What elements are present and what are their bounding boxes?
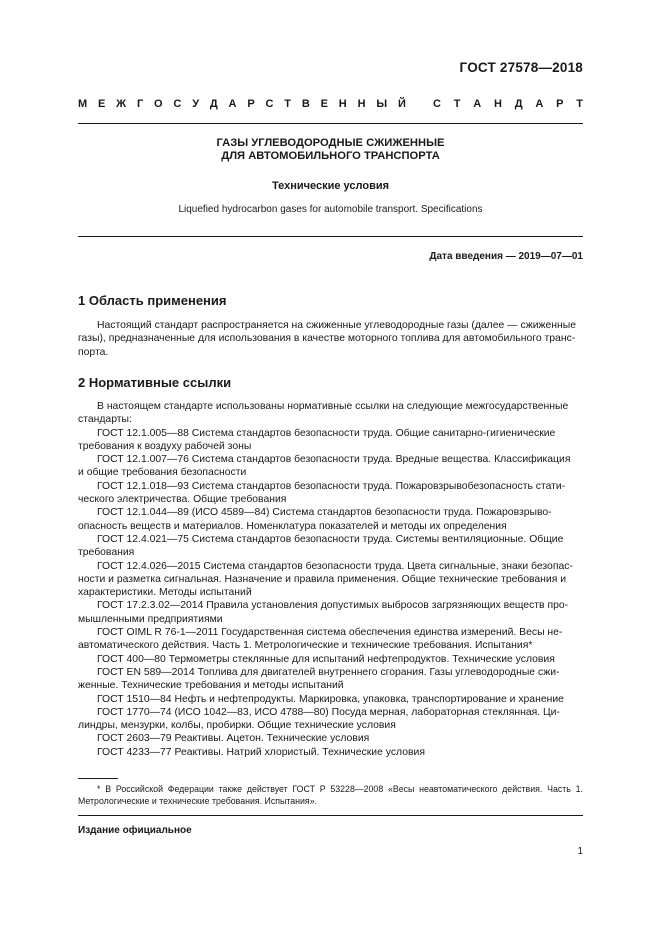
banner-letter: Е [98, 98, 106, 110]
reference-line: ГОСТ 12.1.044—89 (ИСО 4589—84) Система стандартов безопасности труда. Пожаровзрыво- [97, 507, 552, 519]
banner-letter: Р [247, 98, 255, 110]
reference-line: ГОСТ 12.1.005—88 Система стандартов безопасности труда. Общие санитарно-гигиенические [97, 427, 556, 439]
footer-divider [78, 815, 583, 816]
text-line: газы), предназначенные для использования в качестве моторного топлива для автомобильного транс- [78, 333, 576, 345]
reference-line: ческого электричества. Общие требования [78, 494, 287, 506]
banner-letter: В [301, 98, 310, 110]
banner-letter: М [78, 98, 88, 110]
reference-line: ГОСТ 4233—77 Реактивы. Натрий хлористый. Технические условия [97, 746, 425, 758]
reference-line: мышленными предприятиями [78, 613, 223, 625]
reference-line: требования к воздуху рабочей зоны [78, 440, 252, 452]
reference-line: и общие требования безопасности [78, 467, 247, 479]
reference-line: ГОСТ 400—80 Термометры стеклянные для испытаний нефтепродуктов. Технические условия [97, 653, 555, 665]
document-title [78, 137, 583, 163]
banner-letter: Т [284, 98, 292, 110]
banner-letter: С [265, 98, 274, 110]
banner-letter: Й [397, 98, 406, 110]
banner-letter: Р [556, 98, 564, 110]
reference-line: ГОСТ 12.1.007—76 Система стандартов безопасности труда. Вредные вещества. Классификация [97, 454, 571, 466]
banner-letter: О [154, 98, 163, 110]
banner-letter: Ы [376, 98, 388, 110]
reference-line: ГОСТ 1510—84 Нефть и нефтепродукты. Маркировка, упаковка, транспортирование и хранение [97, 693, 564, 705]
reference-line: опасность веществ и материалов. Номенклатура показателей и методы их определения [78, 520, 507, 532]
section-2-heading: 2 Нормативные ссылки [78, 375, 232, 390]
reference-line: автоматического действия. Часть 1. Метрологические и технические требования. Испытания* [78, 640, 533, 652]
banner-letter: У [192, 98, 200, 110]
edition-label: Издание официальное [78, 825, 192, 836]
footnote-separator [78, 778, 118, 779]
document-subtitle: Технические условия [271, 180, 390, 192]
banner-letter: Н [357, 98, 366, 110]
header-divider [78, 123, 583, 124]
text-line: стандарты: [78, 414, 132, 426]
title-line: ГАЗЫ УГЛЕВОДОРОДНЫЕ СЖИЖЕННЫЕ [216, 137, 445, 149]
reference-line: ГОСТ 12.1.018—93 Система стандартов безопасности труда. Пожаровзрывобезопасность стати- [97, 480, 566, 492]
reference-line: ГОСТ EN 589—2014 Топлива для двигателей внутреннего сгорания. Газы углеводородные сжи- [97, 666, 560, 678]
reference-line: ности и разметка сигнальная. Назначение и правила применения. Общие технические требования и [78, 573, 567, 585]
banner-letter: Н [493, 98, 502, 110]
text-line: порта. [78, 346, 109, 358]
text-line: Настоящий стандарт распространяется на сжиженные углеводородные газы (далее — сжиженные [97, 320, 576, 331]
banner-word-standard [433, 98, 583, 114]
title-line: ДЛЯ АВТОМОБИЛЬНОГО ТРАНСПОРТА [221, 150, 440, 162]
banner-letter: Д [514, 98, 523, 110]
reference-line: ГОСТ 12.4.026—2015 Система стандартов безопасности труда. Цвета сигнальные, знаки безопас- [97, 560, 573, 572]
section-1-body [78, 319, 583, 359]
reference-line: требования [78, 547, 135, 559]
footnote: * В Российской Федерации также действует ГОСТ Р 53228—2008 «Весы неавтоматического действия. Часть 1. Метрологические и технические требования. Испытания». [78, 784, 583, 806]
banner-letter: А [228, 98, 237, 110]
text-line: В настоящем стандарте использованы нормативные ссылки на следующие межгосударственные [97, 401, 569, 412]
banner-letter: Ж [116, 98, 127, 110]
banner-letter: А [473, 98, 482, 110]
banner-letter: С [433, 98, 441, 110]
section-1-heading: 1 Область применения [78, 293, 227, 308]
title-divider [78, 236, 583, 237]
banner-letter: Е [320, 98, 328, 110]
banner-letter: Г [136, 98, 144, 110]
section-2-body [78, 400, 583, 759]
reference-line: ГОСТ 2603—79 Реактивы. Ацетон. Технические условия [97, 733, 370, 745]
reference-line: ГОСТ 17.2.3.02—2014 Правила установления допустимых выбросов загрязняющих веществ про- [97, 600, 569, 612]
reference-line: линдры, мензурки, колбы, пробирки. Общие технические условия [78, 720, 396, 732]
document-number: ГОСТ 27578—2018 [459, 60, 583, 75]
english-title: Liquefied hydrocarbon gases for automobile transport. Specifications [178, 204, 483, 215]
banner-letter: Н [338, 98, 347, 110]
reference-line: характеристики. Методы испытаний [78, 587, 252, 599]
banner-letter: Д [209, 98, 218, 110]
banner-letter: Т [453, 98, 461, 110]
reference-line: ГОСТ 1770—74 (ИСО 1042—83, ИСО 4788—80) Посуда мерная, лабораторная стеклянная. Ци- [97, 706, 560, 718]
banner-letter: С [173, 98, 182, 110]
introduction-date: Дата введения — 2019—07—01 [429, 251, 583, 262]
banner-letter: Т [576, 98, 583, 110]
reference-line: ГОСТ OIML R 76-1—2011 Государственная система обеспечения единства измерений. Весы не- [97, 627, 563, 639]
standard-banner [78, 98, 583, 114]
reference-line: женные. Технические требования и методы испытаний [78, 680, 344, 692]
page-number: 1 [577, 846, 583, 857]
banner-word-interstate [78, 98, 406, 114]
reference-line: ГОСТ 12.4.021—75 Система стандартов безопасности труда. Системы вентиляционные. Общие [97, 533, 564, 545]
banner-letter: А [535, 98, 544, 110]
